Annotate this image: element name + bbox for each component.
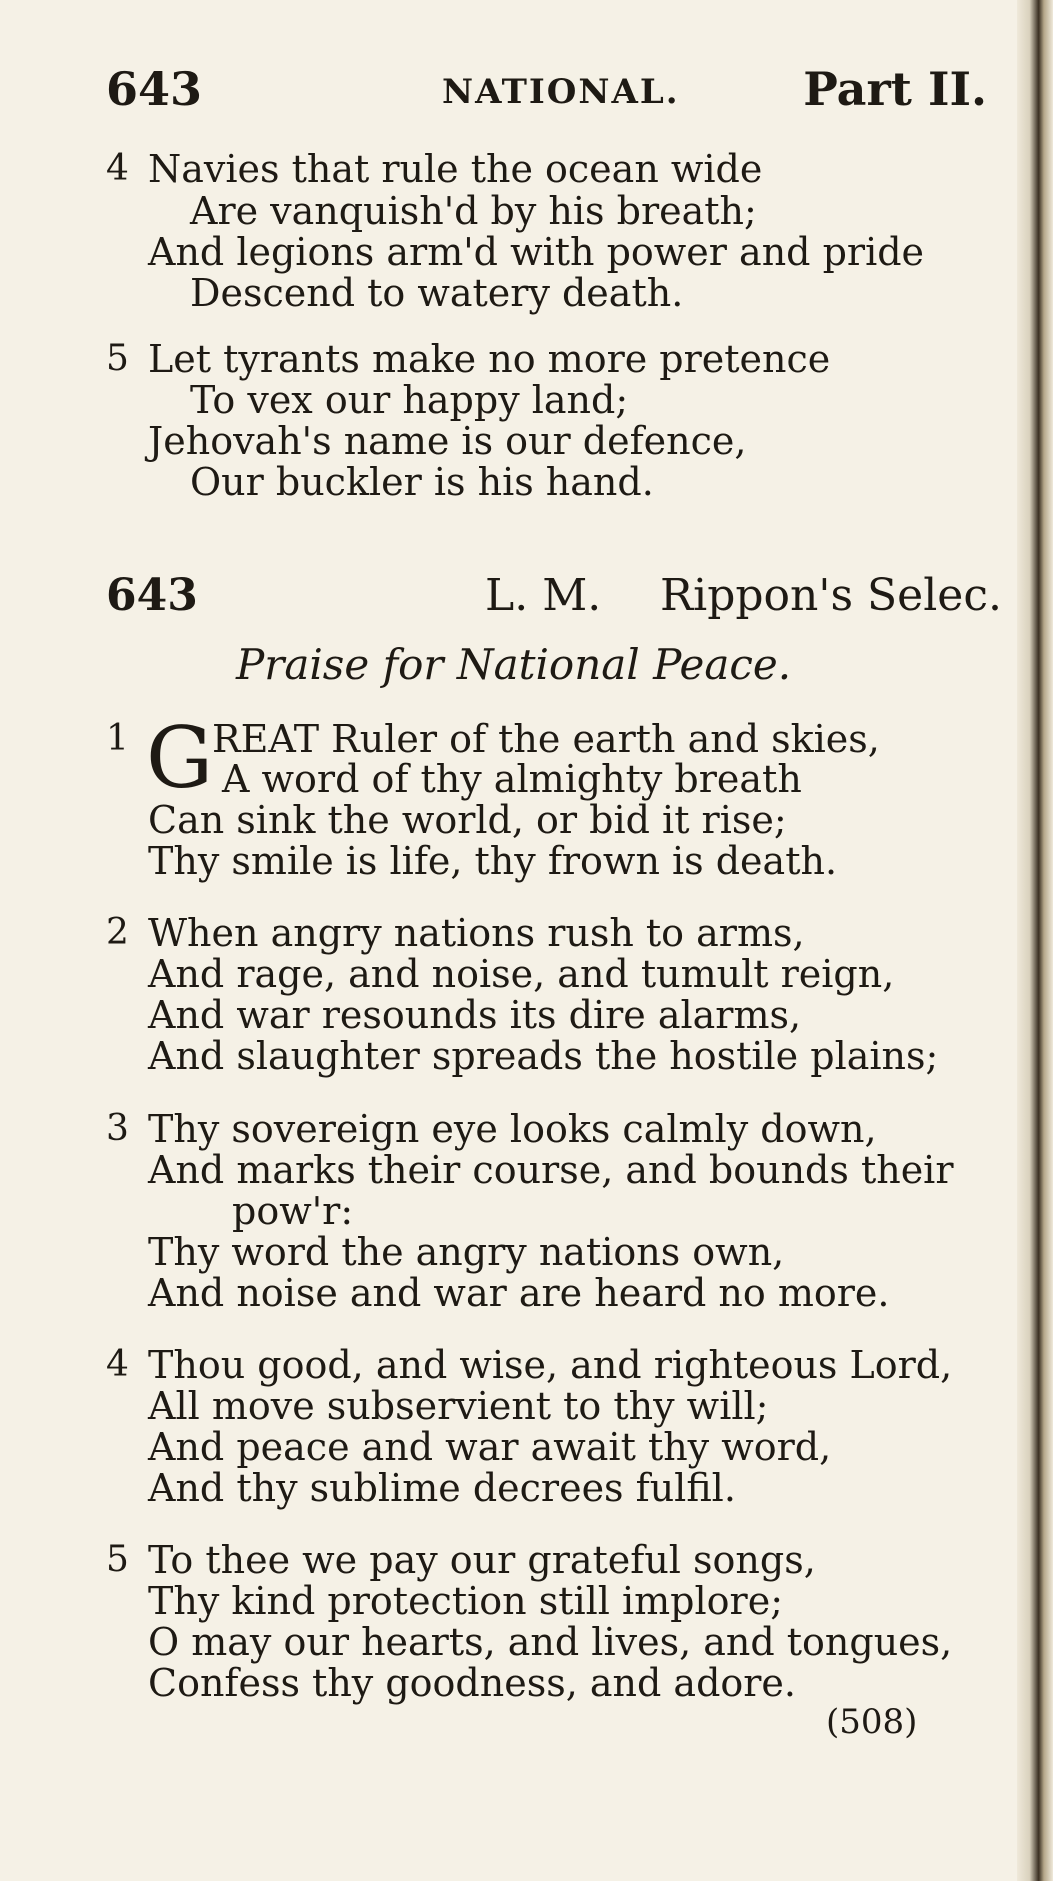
hymn-meter: L. M.	[485, 570, 602, 621]
verse-line: And marks their course, and bounds their	[148, 1148, 954, 1192]
verse-line: And rage, and noise, and tumult reign,	[148, 952, 895, 996]
verse-line: REAT Ruler of the earth and skies,	[212, 717, 880, 761]
page-edge	[1017, 0, 1053, 1881]
page-number: (508)	[826, 1702, 918, 1742]
verse-number: 2	[106, 912, 129, 953]
verse-number: 1	[106, 718, 129, 759]
verse-line: And peace and war await thy word,	[148, 1425, 832, 1469]
verse-line: And thy sublime decrees fulfil.	[148, 1466, 736, 1510]
verse-line: A word of thy almighty breath	[222, 757, 802, 801]
running-head-section: NATIONAL.	[442, 72, 680, 112]
verse-line: Can sink the world, or bid it rise;	[148, 798, 787, 842]
verse-line: Descend to watery death.	[190, 271, 684, 315]
verse-line: Jehovah's name is our defence,	[148, 419, 747, 463]
verse-line: And slaughter spreads the hostile plains;	[148, 1034, 939, 1078]
verse-number: 5	[106, 338, 129, 379]
verse-line: Thy word the angry nations own,	[148, 1230, 785, 1274]
verse-line: To vex our happy land;	[190, 378, 629, 422]
verse-line: Are vanquish'd by his breath;	[190, 189, 757, 233]
verse-number: 3	[106, 1108, 129, 1149]
verse-line: Thy smile is life, thy frown is death.	[148, 839, 838, 883]
hymn-title: Praise for National Peace.	[236, 640, 792, 689]
verse-line: Confess thy goodness, and adore.	[148, 1661, 797, 1705]
verse-line: Let tyrants make no more pretence	[148, 337, 831, 381]
verse-number: 5	[106, 1539, 129, 1580]
verse-line: And noise and war are heard no more.	[148, 1271, 890, 1315]
verse-line: O may our hearts, and lives, and tongues,	[148, 1620, 953, 1664]
verse-line: Thou good, and wise, and righteous Lord,	[148, 1343, 953, 1387]
verse-line: When angry nations rush to arms,	[148, 911, 805, 955]
running-head-part: Part II.	[803, 62, 987, 116]
verse-line: And legions arm'd with power and pride	[148, 230, 925, 274]
hymn-number: 643	[106, 570, 198, 621]
verse-line: Thy kind protection still implore;	[148, 1579, 783, 1623]
verse-line: And war resounds its dire alarms,	[148, 993, 802, 1037]
verse-line: Navies that rule the ocean wide	[148, 147, 763, 191]
drop-cap: G	[146, 709, 214, 807]
verse-line: All move subservient to thy will;	[148, 1384, 769, 1428]
running-head-number: 643	[106, 62, 203, 116]
verse-line: To thee we pay our grateful songs,	[148, 1538, 816, 1582]
verse-line: Our buckler is his hand.	[190, 460, 654, 504]
verse-line: Thy sovereign eye looks calmly down,	[148, 1107, 877, 1151]
verse-number: 4	[106, 148, 129, 189]
verse-number: 4	[106, 1344, 129, 1385]
hymn-source: Rippon's Selec.	[660, 570, 1002, 621]
verse-line: pow'r:	[232, 1189, 354, 1233]
